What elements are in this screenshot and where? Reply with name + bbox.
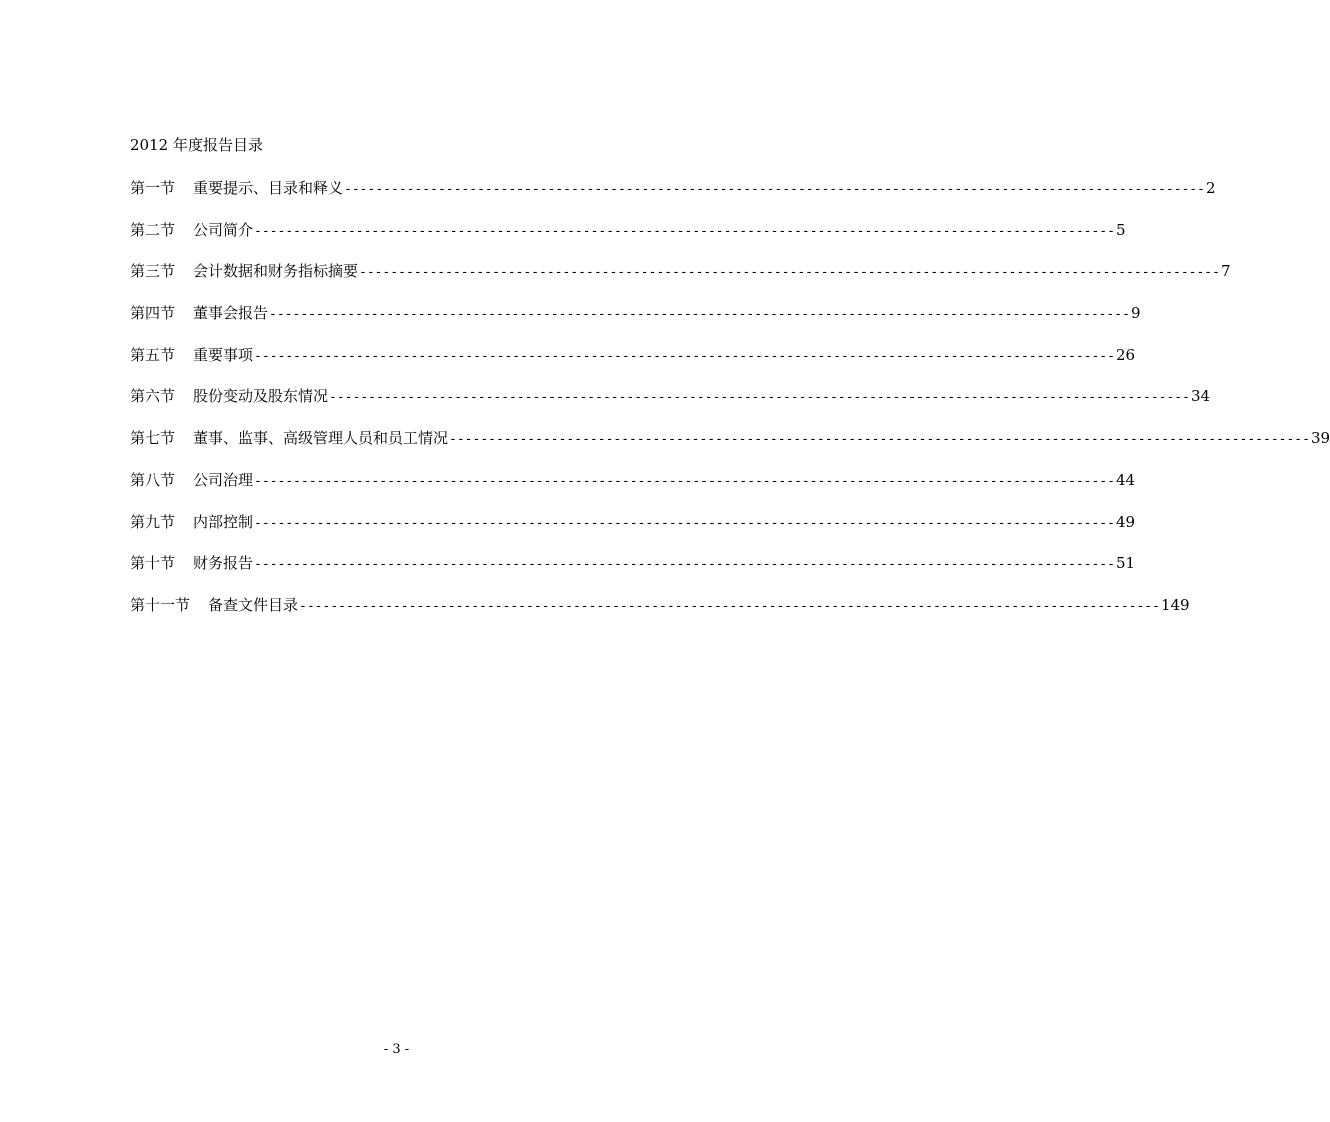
toc-section-name: 重要提示、目录和释义 <box>193 179 344 197</box>
toc-page-number: 51 <box>1115 554 1136 573</box>
toc-leader: -------------------------------------------------------------------------------------------------------------- <box>254 223 1115 239</box>
toc-page-number: 149 <box>1160 595 1190 614</box>
toc-page-number: 9 <box>1130 304 1141 323</box>
toc-page-number: 44 <box>1115 470 1136 489</box>
toc-section-number: 第十节 <box>130 554 176 573</box>
toc-section-name: 财务报告 <box>193 554 254 573</box>
toc-section-name: 会计数据和财务指标摘要 <box>193 262 359 281</box>
toc-section-name: 股份变动及股东情况 <box>193 387 329 406</box>
page-number: - 3 - <box>383 1042 410 1057</box>
toc-entry[interactable] <box>130 470 1136 512</box>
toc-leader: -------------------------------------------------------------------------------------------------------------- <box>254 348 1115 364</box>
toc-entry[interactable] <box>130 553 1136 595</box>
toc-page-number: 39 <box>1310 429 1330 448</box>
toc-section-name: 董事、监事、高级管理人员和员工情况 <box>193 429 449 448</box>
toc-leader: -------------------------------------------------------------------------------------------------------------- <box>344 182 1205 197</box>
toc-leader: -------------------------------------------------------------------------------------------------------------- <box>254 473 1115 489</box>
toc-leader: -------------------------------------------------------------------------------------------------------------- <box>449 432 1310 448</box>
toc-section-number: 第一节 <box>130 179 176 197</box>
toc-leader: -------------------------------------------------------------------------------------------------------------- <box>254 557 1115 573</box>
toc-page-number: 7 <box>1220 262 1231 281</box>
toc-entry[interactable] <box>130 178 1216 220</box>
toc-leader: -------------------------------------------------------------------------------------------------------------- <box>269 307 1130 323</box>
toc-section-number: 第五节 <box>130 345 176 364</box>
toc-page-number: 34 <box>1190 387 1211 406</box>
toc-section-number: 第九节 <box>130 512 176 531</box>
toc-section-number: 第三节 <box>130 262 176 281</box>
toc-page-number: 2 <box>1205 179 1216 197</box>
toc-page-number: 26 <box>1115 345 1136 364</box>
toc-section-name: 备查文件目录 <box>208 595 299 614</box>
toc-section-number: 第二节 <box>130 220 176 239</box>
toc-entry[interactable] <box>130 428 1330 470</box>
toc-entry[interactable] <box>130 595 1190 637</box>
toc-list <box>130 178 1330 637</box>
toc-entry[interactable] <box>130 261 1231 303</box>
toc-entry[interactable] <box>130 220 1126 262</box>
toc-section-number: 第六节 <box>130 387 176 406</box>
toc-entry[interactable] <box>130 512 1136 554</box>
toc-leader: -------------------------------------------------------------------------------------------------------------- <box>329 390 1190 406</box>
toc-section-number: 第十一节 <box>130 595 191 614</box>
toc-leader: -------------------------------------------------------------------------------------------------------------- <box>359 265 1220 281</box>
toc-section-name: 公司治理 <box>193 470 254 489</box>
toc-section-name: 公司简介 <box>193 220 254 239</box>
toc-page-number: 49 <box>1115 512 1136 531</box>
toc-page-number: 5 <box>1115 220 1126 239</box>
toc-entry[interactable] <box>130 303 1141 345</box>
toc-section-number: 第七节 <box>130 429 176 448</box>
toc-section-number: 第八节 <box>130 470 176 489</box>
toc-section-name: 重要事项 <box>193 345 254 364</box>
toc-section-name: 内部控制 <box>193 512 254 531</box>
toc-title: 2012 年度报告目录 <box>130 136 263 154</box>
toc-leader: -------------------------------------------------------------------------------------------------------------- <box>254 515 1115 531</box>
toc-section-name: 董事会报告 <box>193 304 269 323</box>
toc-entry[interactable] <box>130 386 1211 428</box>
toc-section-number: 第四节 <box>130 304 176 323</box>
toc-entry[interactable] <box>130 345 1136 387</box>
toc-leader: -------------------------------------------------------------------------------------------------------------- <box>299 598 1160 614</box>
